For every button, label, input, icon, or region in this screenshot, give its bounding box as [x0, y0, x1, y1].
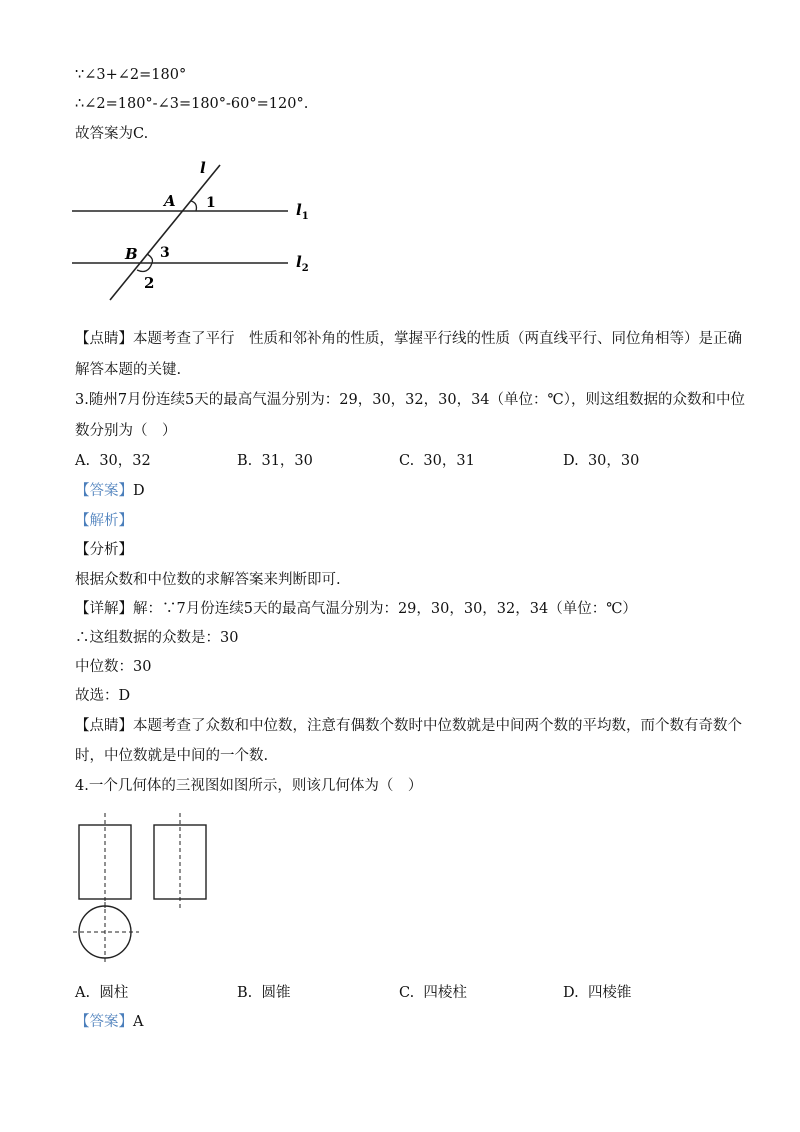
q3-option-d: D. 30，30 — [563, 453, 640, 469]
three-views-figure — [65, 805, 225, 965]
choose-result: 故选：D — [75, 688, 131, 704]
label-angle-1: 1 — [206, 195, 216, 211]
dianjing-q3-line2: 时，中位数就是中间的一个数. — [75, 748, 269, 764]
q3-answer — [75, 481, 145, 501]
question-3-stem-cont: 数分别为（ ） — [75, 423, 177, 439]
answer-value: A — [133, 1014, 144, 1030]
question-3-stem: 3.随州7月份连续5天的最高气温分别为：29，30，32，30，34（单位：℃），则这组数据的众数和中位 — [75, 392, 746, 408]
jiexi-label: 【解析】 — [75, 513, 133, 529]
parallel-lines-figure — [60, 155, 320, 305]
line-angle-2-result: ∴∠2=180°-∠3=180°-60°=120°. — [75, 96, 309, 112]
q3-option-a: A. 30，32 — [75, 453, 151, 469]
fenxi-label: 【分析】 — [75, 542, 133, 558]
fenxi-text: 根据众数和中位数的求解答案来判断即可. — [75, 572, 341, 588]
q4-option-d: D. 四棱锥 — [563, 985, 632, 1001]
angle-1-arc — [191, 201, 196, 211]
q4-answer — [75, 1012, 143, 1032]
label-a: A — [164, 192, 176, 210]
dianjing-q2-line1: 【点睛】本题考查了平行 性质和邻补角的性质，掌握平行线的性质（两直线平行、同位角相等）是正确 — [75, 331, 742, 347]
question-4-stem: 4.一个几何体的三视图如图所示，则该几何体为（ ） — [75, 778, 423, 794]
label-angle-2: 2 — [144, 274, 155, 292]
q3-option-c: C. 30，31 — [399, 453, 475, 469]
answer-label: 【答案】 — [75, 1014, 133, 1030]
transversal-l — [110, 165, 220, 300]
label-angle-3: 3 — [160, 245, 170, 261]
angle-3-arc — [147, 254, 152, 263]
label-l: l — [200, 159, 206, 177]
label-b: B — [125, 245, 138, 263]
dianjing-q3-line1: 【点睛】本题考查了众数和中位数，注意有偶数个数时中位数就是中间两个数的平均数，而个数有奇数个 — [75, 718, 742, 734]
answer-label: 【答案】 — [75, 483, 133, 499]
dianjing-q2-line2: 解答本题的关键. — [75, 362, 182, 378]
label-l1: $l_1$ — [296, 201, 309, 222]
q3-option-b: B. 31，30 — [237, 453, 313, 469]
q4-option-c: C. 四棱柱 — [399, 985, 467, 1001]
mode-result: ∴这组数据的众数是：30 — [75, 630, 239, 646]
q4-option-b: B. 圆锥 — [237, 985, 291, 1001]
line-answer-c: 故答案为C. — [75, 126, 149, 142]
answer-value: D — [133, 483, 145, 499]
label-l2: $l_2$ — [296, 253, 309, 274]
q4-option-a: A. 圆柱 — [75, 985, 129, 1001]
line-angle-sum: ∵∠3+∠2=180° — [75, 67, 187, 83]
median-result: 中位数：30 — [75, 659, 152, 675]
xiangjie-text: 【详解】解：∵7月份连续5天的最高气温分别为：29，30，30，32，34（单位：℃） — [75, 601, 637, 617]
